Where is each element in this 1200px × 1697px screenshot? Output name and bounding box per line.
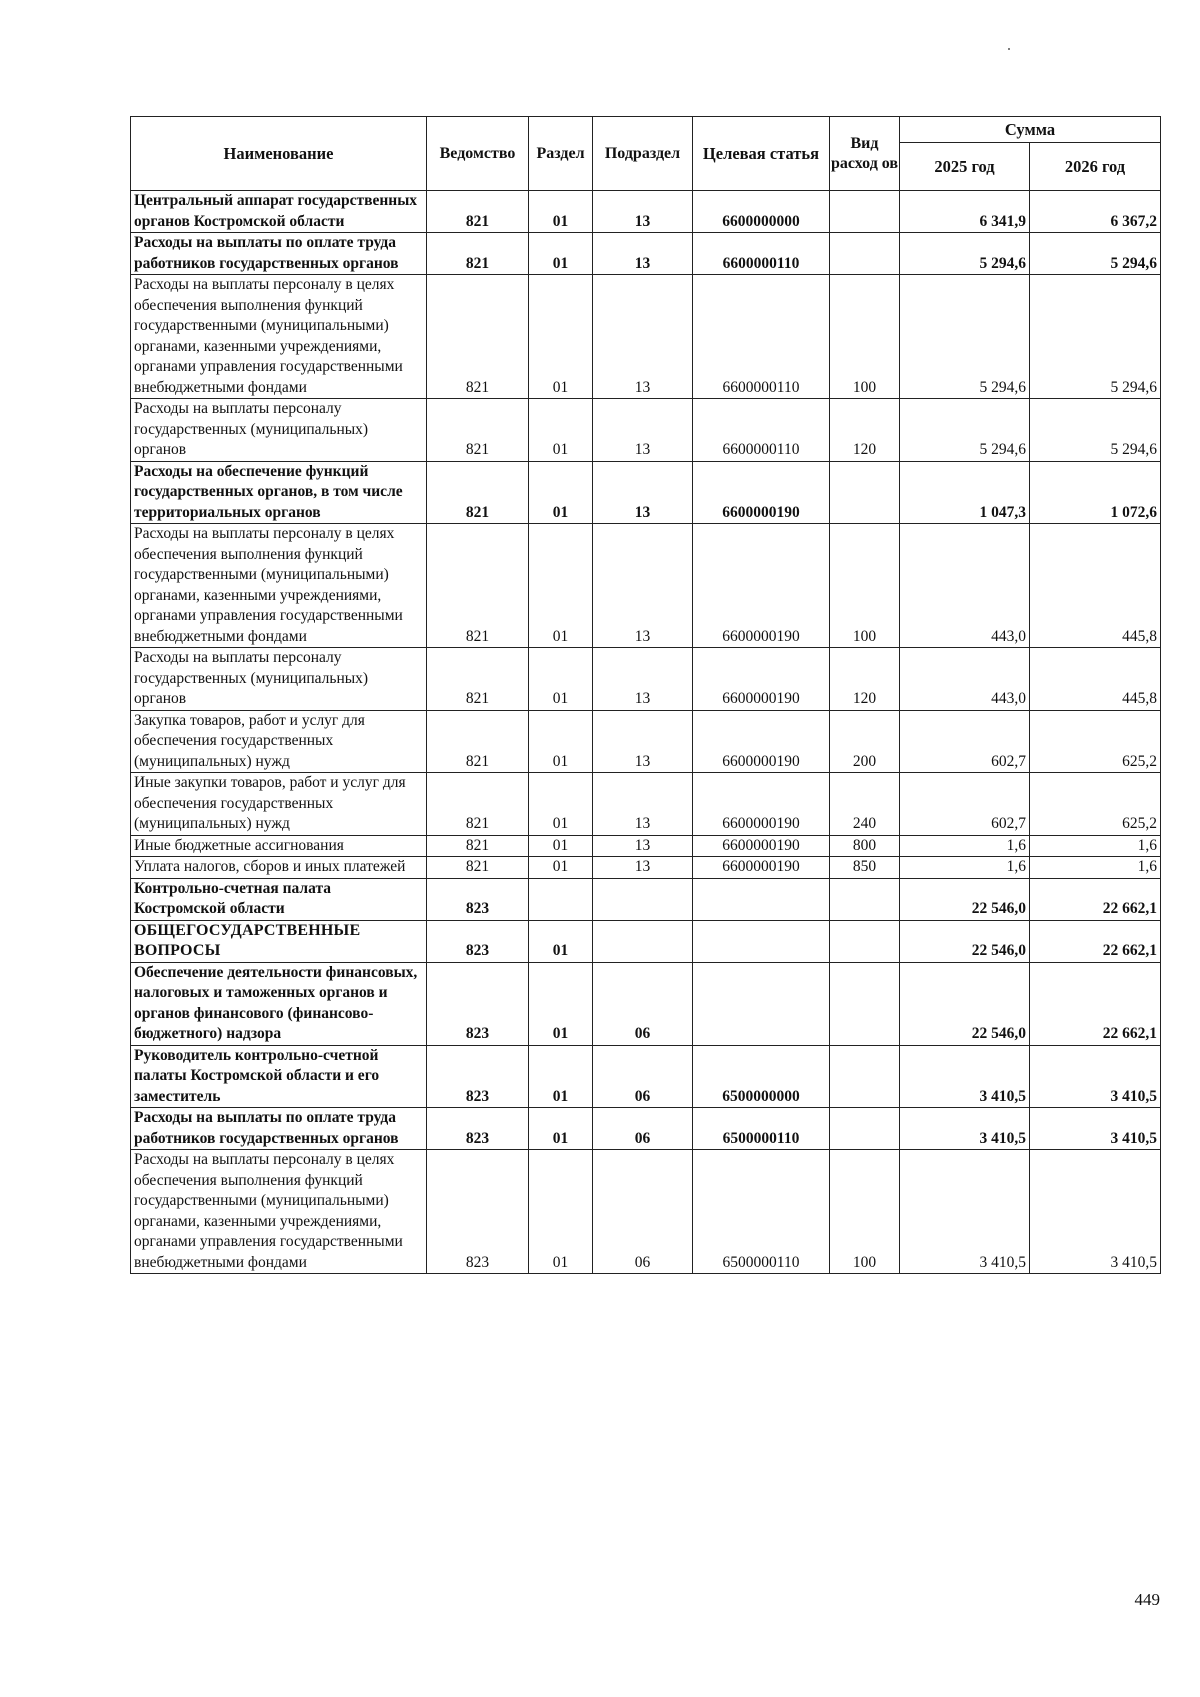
cell-target-article: 6600000190 bbox=[693, 461, 830, 524]
cell-sum-2025: 3 410,5 bbox=[900, 1150, 1030, 1274]
cell-sum-2025: 1,6 bbox=[900, 835, 1030, 857]
cell-section: 01 bbox=[529, 399, 593, 462]
page-number: 449 bbox=[1134, 1590, 1160, 1609]
cell-target-article: 6600000190 bbox=[693, 710, 830, 773]
cell-expense-type: 200 bbox=[830, 710, 900, 773]
cell-name: Центральный аппарат государственных органов Костромской области bbox=[131, 191, 427, 233]
cell-sum-2025: 3 410,5 bbox=[900, 1108, 1030, 1150]
header-sum: Сумма bbox=[900, 117, 1161, 143]
cell-name: Иные закупки товаров, работ и услуг для обеспечения государственных (муниципальных) нужд bbox=[131, 773, 427, 836]
cell-subsection: 06 bbox=[593, 1108, 693, 1150]
cell-target-article: 6600000110 bbox=[693, 399, 830, 462]
header-year-2025: 2025 год bbox=[900, 143, 1030, 191]
cell-section: 01 bbox=[529, 1108, 593, 1150]
table-body bbox=[131, 191, 1161, 1274]
cell-section: 01 bbox=[529, 191, 593, 233]
cell-department: 821 bbox=[427, 275, 529, 399]
cell-name: Расходы на выплаты персоналу в целях обеспечения выполнения функций государственными (муниципальными) органами, казенными учреждениями, органами управления государственными внебюджетными фондами bbox=[131, 275, 427, 399]
cell-expense-type bbox=[830, 1108, 900, 1150]
cell-subsection: 13 bbox=[593, 648, 693, 711]
cell-subsection: 06 bbox=[593, 962, 693, 1045]
cell-sum-2026: 445,8 bbox=[1030, 524, 1161, 648]
cell-name: Обеспечение деятельности финансовых, налоговых и таможенных органов и органов финансового (финансово-бюджетного) надзора bbox=[131, 962, 427, 1045]
table-row bbox=[131, 524, 1161, 648]
cell-target-article: 6600000190 bbox=[693, 857, 830, 879]
table-row bbox=[131, 1150, 1161, 1274]
cell-name: Расходы на выплаты персоналу в целях обеспечения выполнения функций государственными (муниципальными) органами, казенными учреждениями, органами управления государственными внебюджетными фондами bbox=[131, 1150, 427, 1274]
cell-target-article bbox=[693, 920, 830, 962]
table-row bbox=[131, 191, 1161, 233]
cell-subsection: 13 bbox=[593, 773, 693, 836]
table-row bbox=[131, 461, 1161, 524]
cell-sum-2025: 602,7 bbox=[900, 710, 1030, 773]
header-department: Ведомство bbox=[427, 117, 529, 191]
cell-subsection: 13 bbox=[593, 399, 693, 462]
cell-expense-type: 100 bbox=[830, 1150, 900, 1274]
cell-expense-type bbox=[830, 191, 900, 233]
cell-name: ОБЩЕГОСУДАРСТВЕННЫЕ ВОПРОСЫ bbox=[131, 920, 427, 962]
cell-subsection: 13 bbox=[593, 275, 693, 399]
cell-subsection: 13 bbox=[593, 710, 693, 773]
cell-section: 01 bbox=[529, 1150, 593, 1274]
cell-sum-2026: 445,8 bbox=[1030, 648, 1161, 711]
header-expense-type: Вид расход ов bbox=[830, 117, 900, 191]
header-target-article: Целевая статья bbox=[693, 117, 830, 191]
cell-section: 01 bbox=[529, 835, 593, 857]
cell-subsection: 13 bbox=[593, 191, 693, 233]
cell-expense-type: 240 bbox=[830, 773, 900, 836]
cell-expense-type: 800 bbox=[830, 835, 900, 857]
cell-section: 01 bbox=[529, 1045, 593, 1108]
cell-name: Расходы на выплаты персоналу в целях обеспечения выполнения функций государственными (муниципальными) органами, казенными учреждениями, органами управления государственными внебюджетными фондами bbox=[131, 524, 427, 648]
cell-sum-2026: 625,2 bbox=[1030, 773, 1161, 836]
cell-sum-2026: 1 072,6 bbox=[1030, 461, 1161, 524]
cell-expense-type bbox=[830, 962, 900, 1045]
table-header bbox=[131, 117, 1161, 191]
cell-sum-2026: 22 662,1 bbox=[1030, 920, 1161, 962]
cell-section: 01 bbox=[529, 920, 593, 962]
cell-name: Расходы на выплаты персоналу государственных (муниципальных) органов bbox=[131, 648, 427, 711]
cell-name: Расходы на обеспечение функций государственных органов, в том числе территориальных органов bbox=[131, 461, 427, 524]
cell-sum-2026: 3 410,5 bbox=[1030, 1108, 1161, 1150]
cell-department: 823 bbox=[427, 1150, 529, 1274]
cell-department: 823 bbox=[427, 962, 529, 1045]
cell-expense-type bbox=[830, 878, 900, 920]
table-row bbox=[131, 275, 1161, 399]
cell-target-article: 6600000000 bbox=[693, 191, 830, 233]
cell-sum-2025: 22 546,0 bbox=[900, 920, 1030, 962]
cell-target-article: 6600000190 bbox=[693, 773, 830, 836]
cell-name: Закупка товаров, работ и услуг для обеспечения государственных (муниципальных) нужд bbox=[131, 710, 427, 773]
cell-target-article: 6500000000 bbox=[693, 1045, 830, 1108]
cell-expense-type bbox=[830, 920, 900, 962]
cell-section: 01 bbox=[529, 233, 593, 275]
header-year-2026: 2026 год bbox=[1030, 143, 1161, 191]
cell-sum-2025: 6 341,9 bbox=[900, 191, 1030, 233]
cell-section: 01 bbox=[529, 648, 593, 711]
cell-target-article bbox=[693, 878, 830, 920]
cell-department: 821 bbox=[427, 710, 529, 773]
cell-expense-type bbox=[830, 1045, 900, 1108]
table-row bbox=[131, 920, 1161, 962]
scan-speck bbox=[1008, 48, 1010, 50]
cell-sum-2026: 1,6 bbox=[1030, 857, 1161, 879]
cell-subsection bbox=[593, 878, 693, 920]
cell-target-article bbox=[693, 962, 830, 1045]
cell-section: 01 bbox=[529, 857, 593, 879]
cell-sum-2026: 5 294,6 bbox=[1030, 275, 1161, 399]
cell-target-article: 6600000110 bbox=[693, 233, 830, 275]
cell-expense-type: 120 bbox=[830, 648, 900, 711]
cell-subsection: 06 bbox=[593, 1150, 693, 1274]
cell-name: Расходы на выплаты по оплате труда работников государственных органов bbox=[131, 233, 427, 275]
cell-sum-2025: 443,0 bbox=[900, 648, 1030, 711]
cell-subsection: 13 bbox=[593, 461, 693, 524]
cell-sum-2025: 1,6 bbox=[900, 857, 1030, 879]
cell-department: 821 bbox=[427, 233, 529, 275]
cell-subsection: 06 bbox=[593, 1045, 693, 1108]
header-section: Раздел bbox=[529, 117, 593, 191]
cell-section: 01 bbox=[529, 524, 593, 648]
table-row bbox=[131, 1108, 1161, 1150]
table-row bbox=[131, 857, 1161, 879]
cell-expense-type bbox=[830, 233, 900, 275]
cell-sum-2026: 22 662,1 bbox=[1030, 878, 1161, 920]
cell-sum-2026: 625,2 bbox=[1030, 710, 1161, 773]
table-row bbox=[131, 1045, 1161, 1108]
cell-section: 01 bbox=[529, 461, 593, 524]
header-subsection: Подраздел bbox=[593, 117, 693, 191]
cell-department: 821 bbox=[427, 648, 529, 711]
cell-target-article: 6500000110 bbox=[693, 1108, 830, 1150]
cell-name: Руководитель контрольно-счетной палаты Костромской области и его заместитель bbox=[131, 1045, 427, 1108]
cell-expense-type bbox=[830, 461, 900, 524]
cell-target-article: 6500000110 bbox=[693, 1150, 830, 1274]
table-row bbox=[131, 773, 1161, 836]
cell-department: 821 bbox=[427, 773, 529, 836]
cell-department: 821 bbox=[427, 857, 529, 879]
cell-sum-2025: 1 047,3 bbox=[900, 461, 1030, 524]
cell-subsection: 13 bbox=[593, 835, 693, 857]
budget-table bbox=[130, 116, 1161, 1274]
cell-subsection: 13 bbox=[593, 857, 693, 879]
table-row bbox=[131, 878, 1161, 920]
cell-sum-2025: 22 546,0 bbox=[900, 878, 1030, 920]
cell-name: Расходы на выплаты по оплате труда работников государственных органов bbox=[131, 1108, 427, 1150]
cell-expense-type: 850 bbox=[830, 857, 900, 879]
cell-name: Контрольно-счетная палата Костромской области bbox=[131, 878, 427, 920]
table-row bbox=[131, 710, 1161, 773]
cell-department: 823 bbox=[427, 1108, 529, 1150]
cell-sum-2026: 22 662,1 bbox=[1030, 962, 1161, 1045]
cell-sum-2025: 5 294,6 bbox=[900, 275, 1030, 399]
cell-section: 01 bbox=[529, 962, 593, 1045]
header-name: Наименование bbox=[131, 117, 427, 191]
cell-subsection bbox=[593, 920, 693, 962]
cell-sum-2026: 5 294,6 bbox=[1030, 233, 1161, 275]
cell-sum-2025: 5 294,6 bbox=[900, 233, 1030, 275]
cell-sum-2026: 1,6 bbox=[1030, 835, 1161, 857]
cell-expense-type: 100 bbox=[830, 275, 900, 399]
table-row bbox=[131, 648, 1161, 711]
cell-department: 823 bbox=[427, 920, 529, 962]
cell-section: 01 bbox=[529, 710, 593, 773]
table-row bbox=[131, 835, 1161, 857]
cell-name: Иные бюджетные ассигнования bbox=[131, 835, 427, 857]
cell-sum-2026: 5 294,6 bbox=[1030, 399, 1161, 462]
cell-sum-2025: 443,0 bbox=[900, 524, 1030, 648]
cell-sum-2026: 3 410,5 bbox=[1030, 1045, 1161, 1108]
cell-name: Уплата налогов, сборов и иных платежей bbox=[131, 857, 427, 879]
cell-target-article: 6600000110 bbox=[693, 275, 830, 399]
table-row bbox=[131, 962, 1161, 1045]
cell-section bbox=[529, 878, 593, 920]
cell-department: 821 bbox=[427, 191, 529, 233]
cell-department: 821 bbox=[427, 524, 529, 648]
cell-expense-type: 120 bbox=[830, 399, 900, 462]
cell-department: 823 bbox=[427, 1045, 529, 1108]
cell-sum-2025: 3 410,5 bbox=[900, 1045, 1030, 1108]
table-row bbox=[131, 399, 1161, 462]
cell-expense-type: 100 bbox=[830, 524, 900, 648]
cell-sum-2025: 5 294,6 bbox=[900, 399, 1030, 462]
cell-department: 823 bbox=[427, 878, 529, 920]
cell-department: 821 bbox=[427, 461, 529, 524]
cell-section: 01 bbox=[529, 773, 593, 836]
cell-sum-2025: 22 546,0 bbox=[900, 962, 1030, 1045]
cell-target-article: 6600000190 bbox=[693, 648, 830, 711]
cell-sum-2026: 3 410,5 bbox=[1030, 1150, 1161, 1274]
cell-section: 01 bbox=[529, 275, 593, 399]
cell-department: 821 bbox=[427, 835, 529, 857]
cell-target-article: 6600000190 bbox=[693, 524, 830, 648]
cell-target-article: 6600000190 bbox=[693, 835, 830, 857]
cell-sum-2026: 6 367,2 bbox=[1030, 191, 1161, 233]
cell-subsection: 13 bbox=[593, 524, 693, 648]
cell-sum-2025: 602,7 bbox=[900, 773, 1030, 836]
cell-subsection: 13 bbox=[593, 233, 693, 275]
table-row bbox=[131, 233, 1161, 275]
cell-department: 821 bbox=[427, 399, 529, 462]
cell-name: Расходы на выплаты персоналу государственных (муниципальных) органов bbox=[131, 399, 427, 462]
